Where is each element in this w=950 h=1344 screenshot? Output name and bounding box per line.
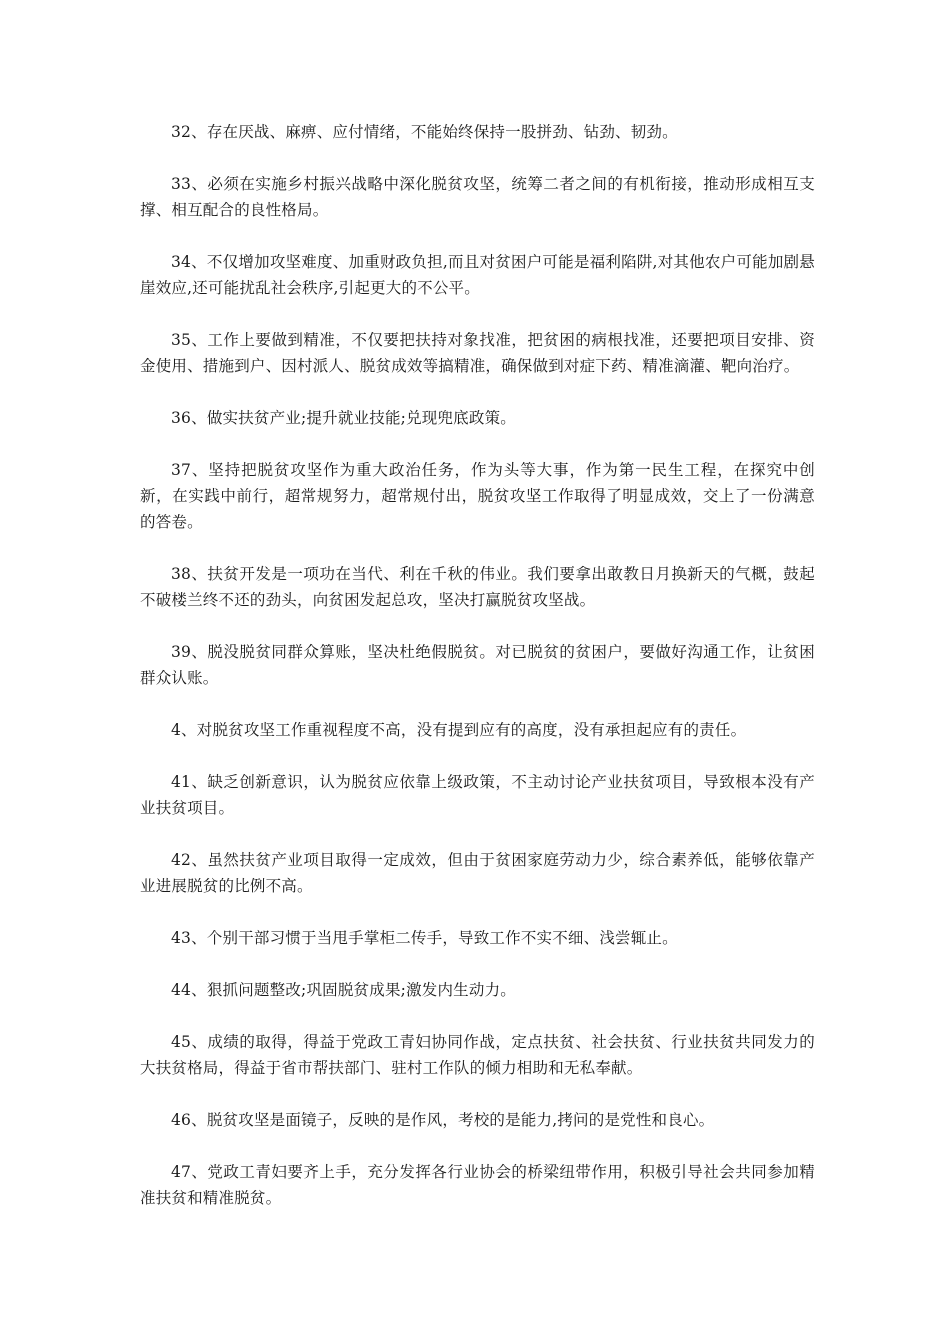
paragraph-41: 41、缺乏创新意识，认为脱贫应依靠上级政策，不主动讨论产业扶贫项目，导致根本没有产业扶贫项目。 (140, 773, 815, 817)
paragraph-42: 42、虽然扶贫产业项目取得一定成效，但由于贫困家庭劳动力少，综合素养低，能够依靠产业进展脱贫的比例不高。 (140, 851, 815, 895)
paragraph-45: 45、成绩的取得，得益于党政工青妇协同作战，定点扶贫、社会扶贫、行业扶贫共同发力的大扶贫格局，得益于省市帮扶部门、驻村工作队的倾力相助和无私奉献。 (140, 1033, 815, 1077)
paragraph-33: 33、必须在实施乡村振兴战略中深化脱贫攻坚，统筹二者之间的有机衔接，推动形成相互支撑、相互配合的良性格局。 (140, 175, 815, 219)
paragraph-34: 34、不仅增加攻坚难度、加重财政负担,而且对贫困户可能是福利陷阱,对其他农户可能加剧悬崖效应,还可能扰乱社会秩序,引起更大的不公平。 (140, 253, 815, 297)
paragraph-38: 38、扶贫开发是一项功在当代、利在千秋的伟业。我们要拿出敢教日月换新天的气概，鼓起不破楼兰终不还的劲头，向贫困发起总攻，坚决打赢脱贫攻坚战。 (140, 565, 815, 609)
paragraph-43: 43、个别干部习惯于当甩手掌柜二传手，导致工作不实不细、浅尝辄止。 (171, 929, 678, 947)
paragraph-4: 4、对脱贫攻坚工作重视程度不高，没有提到应有的高度，没有承担起应有的责任。 (171, 721, 747, 739)
document-body (140, 119, 815, 1237)
paragraph-44: 44、狠抓问题整改;巩固脱贫成果;激发内生动力。 (171, 981, 516, 999)
paragraph-39: 39、脱没脱贫同群众算账，坚决杜绝假脱贫。对已脱贫的贫困户，要做好沟通工作，让贫困群众认账。 (140, 643, 815, 687)
paragraph-32: 32、存在厌战、麻痹、应付情绪，不能始终保持一股拼劲、钻劲、韧劲。 (171, 123, 678, 141)
paragraph-36: 36、做实扶贫产业;提升就业技能;兑现兜底政策。 (171, 409, 516, 427)
paragraph-46: 46、脱贫攻坚是面镜子，反映的是作风，考校的是能力,拷问的是党性和良心。 (171, 1111, 715, 1129)
paragraph-35: 35、工作上要做到精准，不仅要把扶持对象找准，把贫困的病根找准，还要把项目安排、资金使用、措施到户、因村派人、脱贫成效等搞精准，确保做到对症下药、精准滴灌、靶向治疗。 (140, 331, 815, 375)
paragraph-37: 37、坚持把脱贫攻坚作为重大政治任务，作为头等大事，作为第一民生工程，在探究中创新，在实践中前行，超常规努力，超常规付出，脱贫攻坚工作取得了明显成效，交上了一份满意的答卷。 (140, 461, 815, 531)
paragraph-47: 47、党政工青妇要齐上手，充分发挥各行业协会的桥梁纽带作用，积极引导社会共同参加精准扶贫和精准脱贫。 (140, 1163, 815, 1207)
